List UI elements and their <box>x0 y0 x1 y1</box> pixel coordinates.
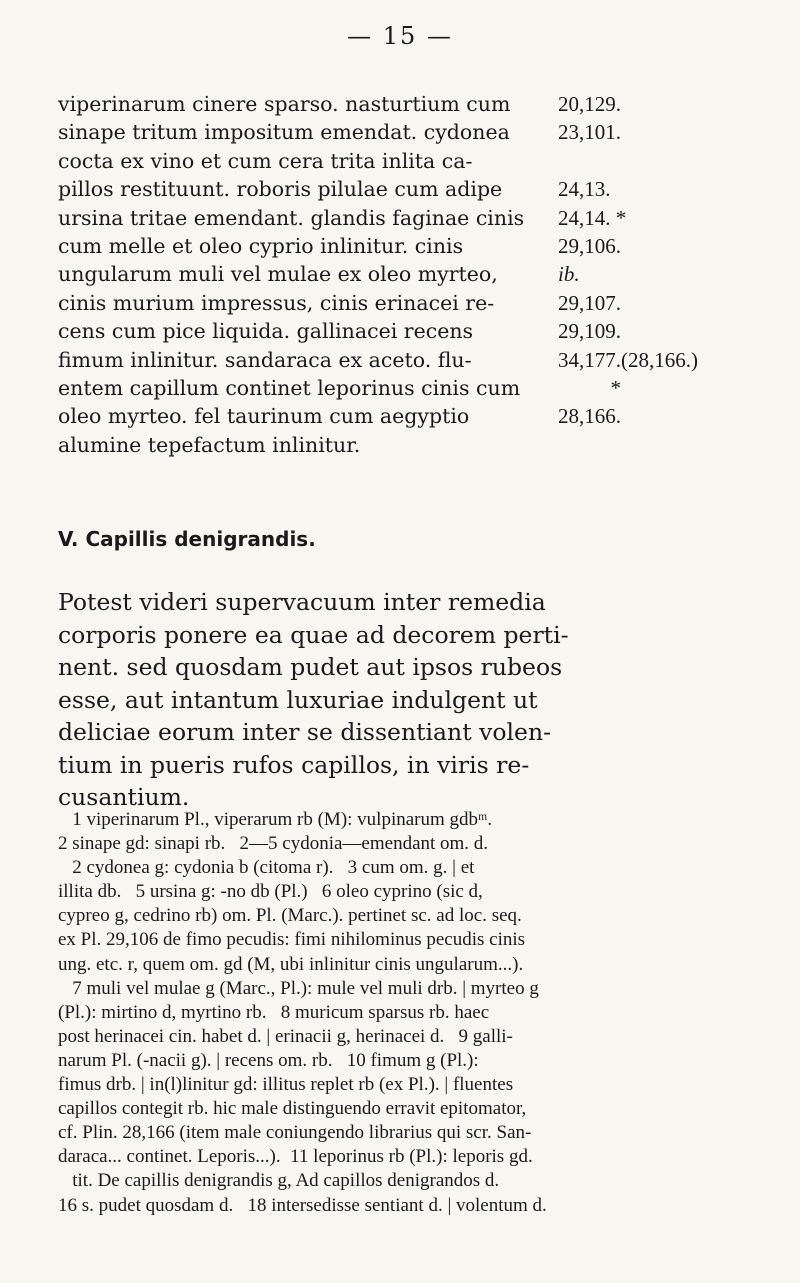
margin-reference: 29,106. <box>558 233 621 258</box>
line-text: ungularum muli vel mulae ex oleo myrteo, <box>58 262 498 287</box>
text-line <box>0 118 800 146</box>
margin-reference: 28,166. <box>558 404 621 429</box>
apparatus-line: post herinacei cin. habet d. | erinacii g, herinacei d. 9 galli- <box>58 1025 513 1047</box>
text-line <box>0 204 800 232</box>
apparatus-line: 1 viperinarum Pl., viperarum rb (M): vulpinarum gdbᵐ. <box>58 809 493 830</box>
apparatus-line: narum Pl. (-nacii g). | recens om. rb. 10 fimum g (Pl.): <box>58 1049 479 1071</box>
apparatus-line: cypreo g, cedrino rb) om. Pl. (Marc.). pertinet sc. ad loc. seq. <box>58 905 522 927</box>
line-text: pillos restituunt. roboris pilulae cum adipe <box>58 177 503 202</box>
line-text: cocta ex vino et cum cera trita inlita ca- <box>58 148 473 173</box>
text-line <box>0 260 800 288</box>
text-line <box>0 317 800 345</box>
body-line: nent. sed quosdam pudet aut ipsos rubeos <box>58 653 563 681</box>
apparatus-line: ung. etc. r, quem om. gd (M, ubi inlinitur cinis ungularum...). <box>58 953 524 975</box>
text-line <box>0 402 800 430</box>
section-heading: V. Capillis denigrandis. <box>58 527 316 551</box>
body-line: cusantium. <box>58 783 190 811</box>
text-line <box>0 147 800 175</box>
text-line <box>0 232 800 260</box>
line-text: sinape tritum impositum emendat. cydonea <box>58 120 510 145</box>
margin-reference: 23,101. <box>558 120 621 145</box>
line-text: viperinarum cinere sparso. nasturtium cum <box>58 92 511 116</box>
text-line <box>0 175 800 203</box>
body-line: tium in pueris rufos capillos, in viris re- <box>58 750 530 779</box>
apparatus-line: tit. De capillis denigrandis g, Ad capillos denigrandos d. <box>58 1170 500 1192</box>
apparatus-line: 2 sinape gd: sinapi rb. 2—5 cydonia—emendant om. d. <box>58 833 489 855</box>
body-line: deliciae eorum inter se dissentiant volen- <box>58 718 552 746</box>
apparatus-line: daraca... continet. Leporis...). 11 leporinus rb (Pl.): leporis gd. <box>58 1146 533 1168</box>
line-text: entem capillum continet leporinus cinis cum <box>58 375 521 400</box>
line-text: ursina tritae emendant. glandis faginae cinis <box>58 205 525 230</box>
margin-reference: ib. <box>558 262 580 287</box>
apparatus-line: 16 s. pudet quosdam d. 18 intersedisse sentiant d. | volentum d. <box>58 1194 547 1216</box>
apparatus-line: cf. Plin. 28,166 (item male coniungendo librarius qui scr. San- <box>58 1122 532 1144</box>
line-text: cum melle et oleo cyprio inlinitur. cinis <box>58 233 464 258</box>
text-line <box>0 90 800 118</box>
body-line: corporis ponere ea quae ad decorem perti- <box>58 620 569 649</box>
apparatus-line: capillos contegit rb. hic male distinguendo erravit epitomator, <box>58 1098 527 1120</box>
margin-reference: 20,129. <box>558 92 621 116</box>
text-line <box>0 346 800 374</box>
apparatus-line: fimus drb. | in(l)linitur gd: illitus replet rb (ex Pl.). | fluentes <box>58 1074 514 1096</box>
margin-reference: 29,107. <box>558 290 621 315</box>
margin-reference: * <box>558 375 621 400</box>
critical-apparatus <box>58 808 768 1218</box>
main-text-block <box>0 90 800 459</box>
margin-reference: 24,13. <box>558 177 611 202</box>
section-body <box>58 586 738 814</box>
text-line <box>0 289 800 317</box>
apparatus-line: illita db. 5 ursina g: -no db (Pl.) 6 oleo cyprino (sic d, <box>58 881 483 903</box>
margin-reference: 34,177.(28,166.) <box>558 347 698 372</box>
line-text: alumine tepefactum inlinitur. <box>58 432 361 457</box>
line-text: cens cum pice liquida. gallinacei recens <box>58 319 474 344</box>
apparatus-line: 2 cydonea g: cydonia b (citoma r). 3 cum om. g. | et <box>58 857 475 879</box>
page-number: — 15 — <box>347 22 453 50</box>
margin-reference: 24,14. * <box>558 205 627 230</box>
margin-reference: 29,109. <box>558 319 621 344</box>
body-line: esse, aut intantum luxuriae indulgent ut <box>58 685 538 714</box>
apparatus-line: (Pl.): mirtino d, myrtino rb. 8 muricum sparsus rb. haec <box>58 1001 490 1023</box>
apparatus-line: ex Pl. 29,106 de fimo pecudis: fimi nihilominus pecudis cinis <box>58 929 526 951</box>
line-text: cinis murium impressus, cinis erinacei re- <box>58 290 495 315</box>
apparatus-line: 7 muli vel mulae g (Marc., Pl.): mule vel muli drb. | myrteo g <box>58 977 539 999</box>
text-line <box>0 431 800 459</box>
body-line: Potest videri supervacuum inter remedia <box>58 588 546 616</box>
line-text: fimum inlinitur. sandaraca ex aceto. flu- <box>58 347 472 372</box>
text-line <box>0 374 800 402</box>
line-text: oleo myrteo. fel taurinum cum aegyptio <box>58 404 470 429</box>
